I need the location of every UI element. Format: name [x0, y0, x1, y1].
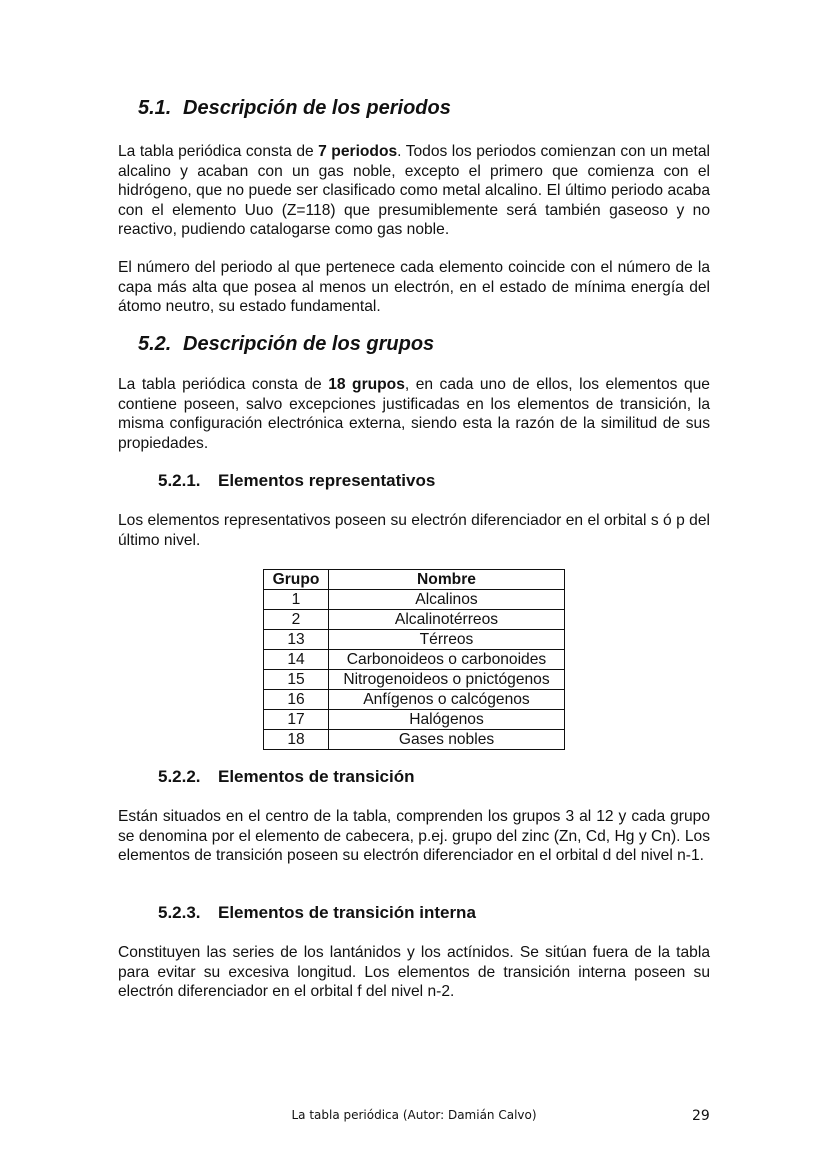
- table-row: 2 Alcalinotérreos: [264, 610, 565, 630]
- heading-5-2: 5.2. Descripción de los grupos: [138, 333, 435, 355]
- table-row: 13 Térreos: [264, 630, 565, 650]
- paragraph-periodos: La tabla periódica consta de 7 periodos. Todos los periodos comienzan con un metal alcalino y acaban con un gas noble, excepto el primero que comienza con el hidrógeno, que no puede ser clasificado como metal alcalino. El último periodo acaba con el elemento Uuo (Z=118) que presumiblemente será también gaseoso y no reactivo, pudiendo catalogarse como gas noble.: [118, 143, 710, 238]
- table-row: 15 Nitrogenoideos o pnictógenos: [264, 670, 565, 690]
- paragraph-transicion: Están situados en el centro de la tabla, comprenden los grupos 3 al 12 y cada grupo se denomina por el elemento de cabecera, p.ej. grupo del zinc (Zn, Cd, Hg y Cn). Los elementos de transición poseen su electrón diferenciador en el orbital d del nivel n-1.: [118, 808, 710, 864]
- table-row: 17 Halógenos: [264, 710, 565, 730]
- page-footer: La tabla periódica (Autor: Damián Calvo): [291, 1108, 537, 1122]
- paragraph-representativos: Los elementos representativos poseen su electrón diferenciador en el orbital s ó p del último nivel.: [118, 512, 710, 549]
- groups-table: [263, 569, 565, 750]
- heading-5-2-1: 5.2.1. Elementos representativos: [158, 471, 436, 490]
- table-row: 1 Alcalinos: [264, 590, 565, 610]
- paragraph-transicion-interna: Constituyen las series de los lantánidos y los actínidos. Se sitúan fuera de la tabla para evitar su excesiva longitud. Los elementos de transición interna poseen su electrón diferenciador en el orbital f del nivel n-2.: [118, 944, 710, 1000]
- heading-5-1: 5.1. Descripción de los periodos: [138, 97, 451, 119]
- table-row: 14 Carbonoideos o carbonoides: [264, 650, 565, 670]
- page-number: 29: [692, 1108, 710, 1124]
- heading-5-2-2: 5.2.2. Elementos de transición: [158, 767, 415, 786]
- paragraph-numero-periodo: El número del periodo al que pertenece cada elemento coincide con el número de la capa más alta que posea al menos un electrón, en el estado de mínima energía del átomo neutro, su estado fundamental.: [118, 259, 710, 315]
- table-row: 16 Anfígenos o calcógenos: [264, 690, 565, 710]
- heading-5-2-3: 5.2.3. Elementos de transición interna: [158, 903, 476, 922]
- table-header-row: Grupo Nombre: [264, 570, 565, 590]
- paragraph-grupos: La tabla periódica consta de 18 grupos, en cada uno de ellos, los elementos que contiene poseen, salvo excepciones justificadas en los elementos de transición, la misma configuración electrónica externa, siendo esta la razón de la similitud de sus propiedades.: [118, 376, 710, 452]
- table-row: 18 Gases nobles: [264, 730, 565, 750]
